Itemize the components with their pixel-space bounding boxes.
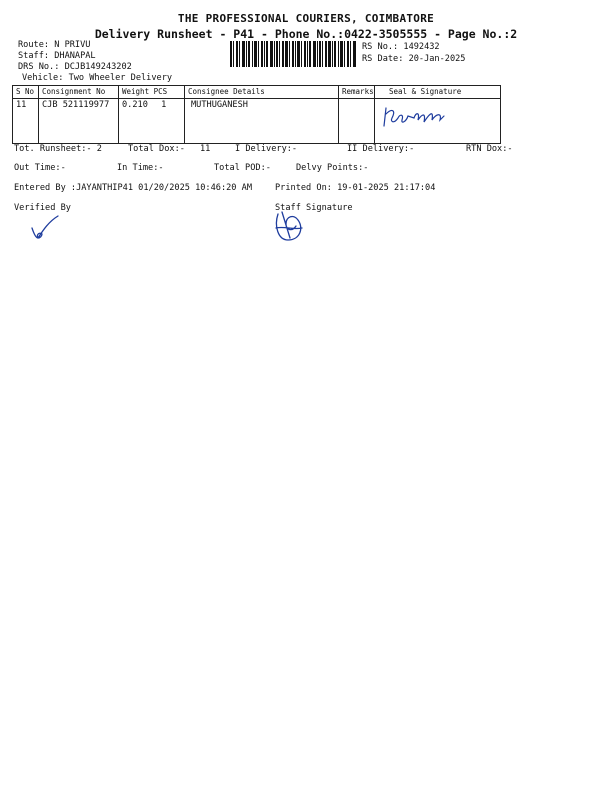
runsheet-table [12, 85, 501, 144]
cell-weight: 0.210 [122, 100, 148, 110]
col-header-sno: S No [13, 86, 39, 99]
drs-number: DRS No.: DCJB149243202 [18, 62, 132, 72]
receiver-signature [378, 100, 458, 130]
table-header-row [13, 86, 501, 99]
cell-seal-signature [375, 99, 501, 144]
cell-remarks [339, 99, 375, 144]
entered-by: Entered By :JAYANTHIP41 01/20/2025 10:46:20 AM [14, 183, 252, 193]
cell-consignment: CJB 521119977 [39, 99, 119, 144]
table-row [13, 99, 501, 144]
staff-signature [272, 208, 308, 244]
rtn-dox: RTN Dox:- [466, 144, 513, 154]
printed-on: Printed On: 19-01-2025 21:17:04 [275, 183, 436, 193]
in-time: In Time:- [117, 163, 164, 173]
ii-delivery: II Delivery:- [347, 144, 415, 154]
col-header-seal-signature: Seal & Signature [375, 86, 501, 99]
delvy-points: Delvy Points:- [296, 163, 369, 173]
col-header-weight-pcs: Weight PCS [119, 86, 185, 99]
vehicle-text: Vehicle: Two Wheeler Delivery [22, 73, 173, 83]
out-time: Out Time:- [14, 163, 66, 173]
rs-number: RS No.: 1492432 [362, 42, 440, 52]
staff-signature-label: Staff Signature [275, 203, 353, 213]
col-header-consignment: Consignment No [39, 86, 119, 99]
cell-sno: 11 [13, 99, 39, 144]
total-dox-label: Total Dox:- [128, 144, 185, 154]
company-title: THE PROFESSIONAL COURIERS, COIMBATORE [177, 12, 435, 25]
verified-by-label: Verified By [14, 203, 71, 213]
total-pod: Total POD:- [214, 163, 271, 173]
col-header-remarks: Remarks [339, 86, 375, 99]
tot-runsheet: Tot. Runsheet:- 2 [14, 144, 102, 154]
route-text: Route: N PRIVU [18, 40, 91, 50]
rs-date: RS Date: 20-Jan-2025 [362, 54, 466, 64]
barcode [230, 41, 356, 67]
cell-weight-pcs [119, 99, 185, 144]
col-header-consignee: Consignee Details [185, 86, 339, 99]
i-delivery: I Delivery:- [235, 144, 298, 154]
verifier-signature [28, 214, 62, 242]
cell-pcs: 1 [161, 100, 167, 110]
total-dox-value: 11 [200, 144, 211, 154]
runsheet-title: Delivery Runsheet - P41 - Phone No.:0422-3505555 - Page No.:2 [94, 27, 518, 41]
cell-consignee: MUTHUGANESH [185, 99, 339, 144]
staff-text: Staff: DHANAPAL [18, 51, 96, 61]
